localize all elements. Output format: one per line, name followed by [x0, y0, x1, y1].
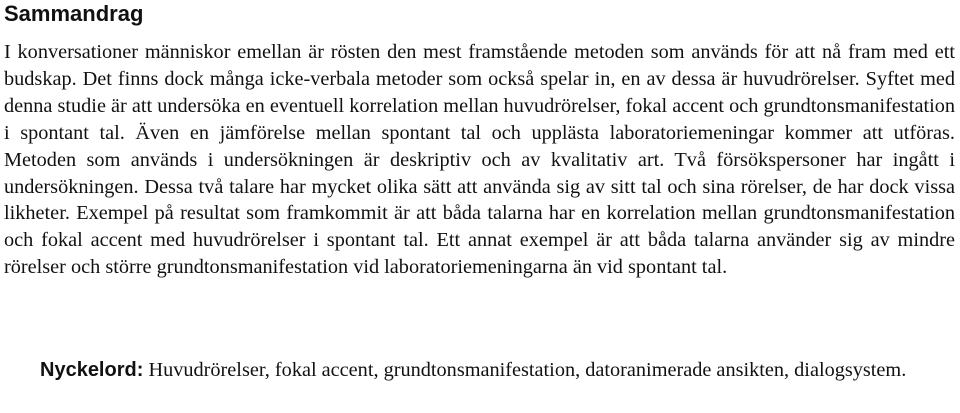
section-heading: Sammandrag	[4, 1, 144, 26]
keywords-label: Nyckelord:	[40, 359, 144, 381]
abstract-paragraph: I konversationer människor emellan är rösten den mest framstående metoden som används för att nå fram med ett budskap. Det finns dock många icke-verbala metoder som också spelar in, en av dessa är huvudrörelser. Syftet med denna studie är att undersöka en eventuell korrelation mellan huvudrörelser, fokal accent och grundtonsmanifestation i spontant tal. Även en jämförelse mellan spontant tal och upplästa laboratoriemeningar kommer att utföras. Metoden som används i undersökningen är deskriptiv och av kvalitativ art. Två försökspersoner har ingått i undersökningen. Dessa två talare har mycket olika sätt att använda sig av sitt tal och sina rörelser, de har dock vissa likheter. Exempel på resultat som framkommit är att båda talarna har en korrelation mellan grundtonsmanifestation och fokal accent med huvudrörelser i spontant tal. Ett annat exempel är att båda talarna använder sig av mindre rörelser och större grundtonsmanifestation vid laboratoriemeningarna än vid spontant tal.	[4, 41, 955, 279]
keywords-text: Huvudrörelser, fokal accent, grundtonsmanifestation, datoranimerade ansikten, dialogsystem.	[148, 359, 907, 381]
keywords-line	[4, 357, 955, 384]
